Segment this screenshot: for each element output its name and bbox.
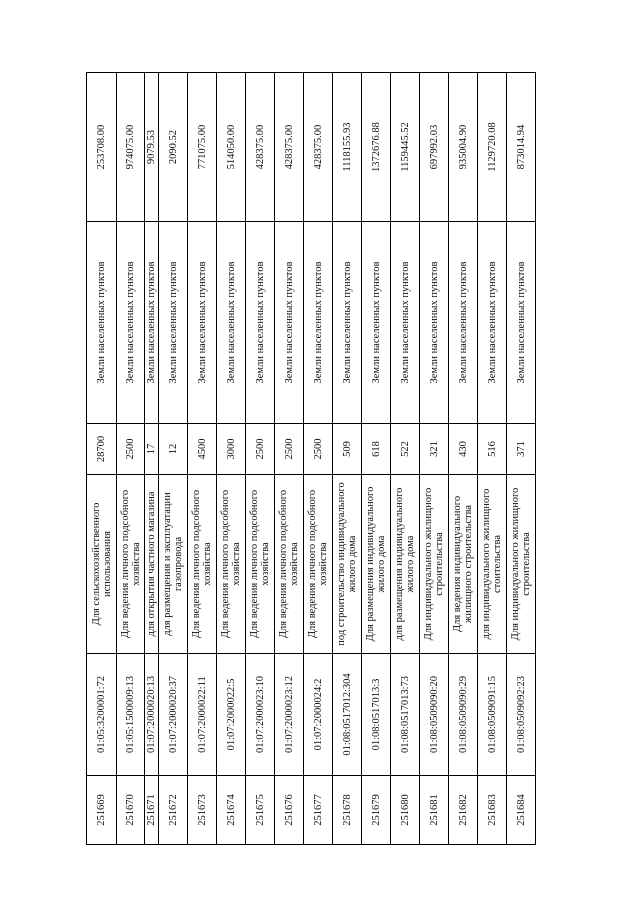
- cell-area: 2500: [304, 424, 333, 475]
- table-row: [391, 73, 420, 845]
- table-row: [87, 73, 117, 845]
- cell-id: 251680: [391, 776, 420, 845]
- cell-land-category: Земли населенных пунктов: [507, 222, 536, 424]
- cell-cadastral-value: 974075.00: [117, 73, 145, 222]
- table-row: [145, 73, 159, 845]
- cell-permitted-use: для размещения и эксплуатации газопровода: [159, 475, 188, 654]
- cell-permitted-use: Для ведения личного подсобного хозяйства: [217, 475, 246, 654]
- cell-land-category: Земли населенных пунктов: [275, 222, 304, 424]
- cell-cadastral-value: 1118155.93: [333, 73, 362, 222]
- cell-area: 2500: [246, 424, 275, 475]
- cell-area: 4500: [188, 424, 217, 475]
- cell-permitted-use: Для индивидуального жилищного строительства: [420, 475, 449, 654]
- table-row: [188, 73, 217, 845]
- cell-cadastral-value: 514050.00: [217, 73, 246, 222]
- table-row: [478, 73, 507, 845]
- cell-cadastral-number: 01:08:0517013:73: [391, 654, 420, 776]
- cell-permitted-use: Для размещения индивидуального жилого дома: [362, 475, 391, 654]
- cell-id: 251683: [478, 776, 507, 845]
- cell-id: 251679: [362, 776, 391, 845]
- cell-id: 251684: [507, 776, 536, 845]
- cell-id: 251676: [275, 776, 304, 845]
- cell-id: 251672: [159, 776, 188, 845]
- cell-area: 3000: [217, 424, 246, 475]
- cell-area: 430: [449, 424, 478, 475]
- cell-area: 618: [362, 424, 391, 475]
- cell-permitted-use: Для ведения индивидуального жилищного строительства: [449, 475, 478, 654]
- cell-land-category: Земли населенных пунктов: [391, 222, 420, 424]
- cell-cadastral-value: 1129720.08: [478, 73, 507, 222]
- cell-cadastral-value: 771075.00: [188, 73, 217, 222]
- cell-id: 251675: [246, 776, 275, 845]
- cell-id: 251682: [449, 776, 478, 845]
- table-row: [333, 73, 362, 845]
- cell-area: 2500: [275, 424, 304, 475]
- cell-land-category: Земли населенных пунктов: [117, 222, 145, 424]
- cell-permitted-use: для размещения индивидуального жилого дома: [391, 475, 420, 654]
- document-page: [86, 115, 532, 845]
- cell-cadastral-number: 01:07:2000022:5: [217, 654, 246, 776]
- table-row: [507, 73, 536, 845]
- cell-cadastral-number: 01:07:2000023:12: [275, 654, 304, 776]
- cell-area: 522: [391, 424, 420, 475]
- cell-id: 251670: [117, 776, 145, 845]
- cell-permitted-use: Для сельскохозяйственного использования: [87, 475, 117, 654]
- cell-permitted-use: Для ведения личного подсобного хозяйства: [275, 475, 304, 654]
- table-body: [87, 73, 536, 845]
- cell-cadastral-number: 01:08:0509091:15: [478, 654, 507, 776]
- cell-cadastral-number: 01:07:2000024:2: [304, 654, 333, 776]
- cell-cadastral-number: 01:08:0509092:23: [507, 654, 536, 776]
- cell-area: 28700: [87, 424, 117, 475]
- cell-cadastral-number: 01:07:2000020:13: [145, 654, 159, 776]
- cell-land-category: Земли населенных пунктов: [188, 222, 217, 424]
- cell-cadastral-number: 01:05:1500009:13: [117, 654, 145, 776]
- cell-cadastral-number: 01:08:0509090:20: [420, 654, 449, 776]
- land-parcels-table: [86, 72, 536, 845]
- rotated-table-container: [86, 115, 532, 845]
- cell-land-category: Земли населенных пунктов: [449, 222, 478, 424]
- table-row: [117, 73, 145, 845]
- cell-cadastral-number: 01:07:2000022:11: [188, 654, 217, 776]
- cell-permitted-use: Для ведения личного подсобного хозяйства: [117, 475, 145, 654]
- cell-permitted-use: Для ведения личного подсобного хозяйства: [304, 475, 333, 654]
- cell-land-category: Земли населенных пунктов: [159, 222, 188, 424]
- cell-land-category: Земли населенных пунктов: [217, 222, 246, 424]
- cell-cadastral-value: 428375.00: [304, 73, 333, 222]
- cell-id: 251671: [145, 776, 159, 845]
- cell-id: 251677: [304, 776, 333, 845]
- cell-land-category: Земли населенных пунктов: [145, 222, 159, 424]
- cell-permitted-use: для индивидуального жилищного стоительства: [478, 475, 507, 654]
- cell-permitted-use: Для индивидуального жилищного строительства: [507, 475, 536, 654]
- cell-permitted-use: Для ведения личного подсобного хозяйства: [246, 475, 275, 654]
- cell-cadastral-value: 873014.94: [507, 73, 536, 222]
- cell-cadastral-value: 2090.52: [159, 73, 188, 222]
- cell-id: 251669: [87, 776, 117, 845]
- cell-cadastral-value: 1159445.52: [391, 73, 420, 222]
- cell-area: 516: [478, 424, 507, 475]
- cell-permitted-use: Для ведения личного подсобного хозяйства: [188, 475, 217, 654]
- cell-cadastral-value: 1372676.88: [362, 73, 391, 222]
- cell-land-category: Земли населенных пунктов: [87, 222, 117, 424]
- table-row: [304, 73, 333, 845]
- table-row: [217, 73, 246, 845]
- cell-land-category: Земли населенных пунктов: [478, 222, 507, 424]
- table-row: [159, 73, 188, 845]
- cell-id: 251673: [188, 776, 217, 845]
- cell-land-category: Земли населенных пунктов: [420, 222, 449, 424]
- table-row: [362, 73, 391, 845]
- cell-cadastral-number: 01:07:2000020:37: [159, 654, 188, 776]
- table-row: [246, 73, 275, 845]
- cell-permitted-use: под строительство индивидуального жилого дома: [333, 475, 362, 654]
- cell-area: 12: [159, 424, 188, 475]
- cell-cadastral-value: 9079.53: [145, 73, 159, 222]
- cell-cadastral-value: 428375.00: [246, 73, 275, 222]
- cell-area: 509: [333, 424, 362, 475]
- cell-area: 371: [507, 424, 536, 475]
- cell-id: 251678: [333, 776, 362, 845]
- table-row: [449, 73, 478, 845]
- cell-area: 2500: [117, 424, 145, 475]
- cell-cadastral-number: 01:08:0517013:3: [362, 654, 391, 776]
- cell-permitted-use: для открытия частного магазина: [145, 475, 159, 654]
- cell-cadastral-value: 697992.03: [420, 73, 449, 222]
- cell-cadastral-value: 428375.00: [275, 73, 304, 222]
- cell-id: 251681: [420, 776, 449, 845]
- cell-land-category: Земли населенных пунктов: [304, 222, 333, 424]
- cell-id: 251674: [217, 776, 246, 845]
- cell-land-category: Земли населенных пунктов: [246, 222, 275, 424]
- cell-cadastral-number: 01:08:0509090:29: [449, 654, 478, 776]
- cell-area: 17: [145, 424, 159, 475]
- table-row: [275, 73, 304, 845]
- cell-cadastral-value: 253708.00: [87, 73, 117, 222]
- cell-cadastral-number: 01:05:3200001:72: [87, 654, 117, 776]
- cell-land-category: Земли населенных пунктов: [333, 222, 362, 424]
- cell-land-category: Земли населенных пунктов: [362, 222, 391, 424]
- cell-cadastral-number: 01:08:0517012:304: [333, 654, 362, 776]
- cell-cadastral-value: 935004.90: [449, 73, 478, 222]
- cell-area: 321: [420, 424, 449, 475]
- table-row: [420, 73, 449, 845]
- cell-cadastral-number: 01:07:2000023:10: [246, 654, 275, 776]
